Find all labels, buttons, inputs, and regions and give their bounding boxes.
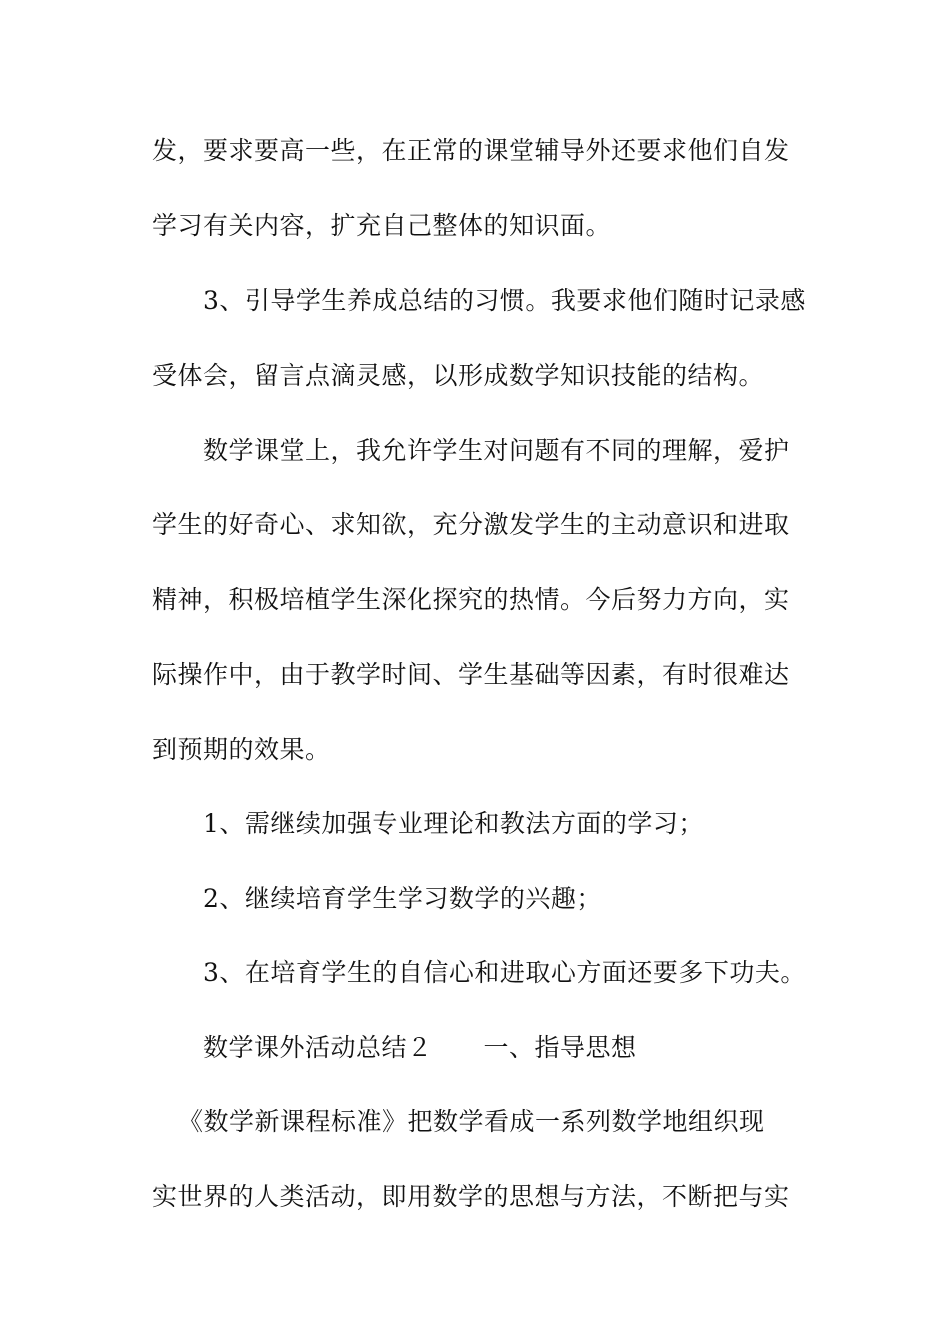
text-line: 受体会，留言点滴灵感，以形成数学知识技能的结构。 <box>152 361 765 390</box>
text-line: 3、在培育学生的自信心和进取心方面还要多下功夫。 <box>203 958 806 987</box>
text-line: 3、引导学生养成总结的习惯。我要求他们随时记录感 <box>203 286 806 315</box>
text-line: 《数学新课程标准》把数学看成一系列数学地组织现 <box>178 1107 765 1136</box>
text-line: 到预期的效果。 <box>152 735 331 764</box>
text-line: 1、需继续加强专业理论和教法方面的学习； <box>203 809 704 838</box>
text-line: 发，要求要高一些，在正常的课堂辅导外还要求他们自发 <box>152 136 790 165</box>
text-line: 实世界的人类活动，即用数学的思想与方法，不断把与实 <box>152 1182 790 1211</box>
text-line: 际操作中，由于教学时间、学生基础等因素，有时很难达 <box>152 660 790 689</box>
text-line: 2、继续培育学生学习数学的兴趣； <box>203 884 602 913</box>
text-line: 数学课堂上，我允许学生对问题有不同的理解，爱护 <box>203 436 790 465</box>
text-line: 学生的好奇心、求知欲，充分激发学生的主动意识和进取 <box>152 510 790 539</box>
section-heading: 数学课外活动总结２ 一、指导思想 <box>203 1033 637 1062</box>
text-line: 学习有关内容，扩充自己整体的知识面。 <box>152 211 612 240</box>
text-line: 精神，积极培植学生深化探究的热情。今后努力方向，实 <box>152 585 790 614</box>
